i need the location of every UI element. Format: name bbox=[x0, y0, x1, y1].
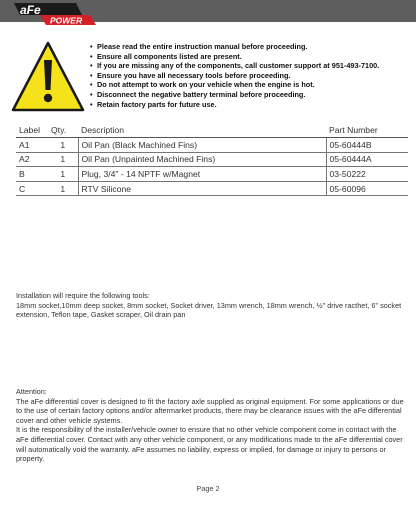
table-row bbox=[16, 152, 408, 167]
warning-item: • Ensure all components listed are present. bbox=[90, 52, 412, 62]
table-row bbox=[16, 181, 408, 196]
parts-table bbox=[16, 123, 408, 196]
cell-qty: 1 bbox=[48, 152, 78, 167]
cell-label: C bbox=[16, 181, 48, 196]
cell-part-number: 05-60096 bbox=[326, 181, 408, 196]
warning-item: • Ensure you have all necessary tools before proceeding. bbox=[90, 71, 412, 81]
table-row bbox=[16, 138, 408, 153]
warning-item: • Please read the entire instruction manual before proceeding. bbox=[90, 42, 412, 52]
cell-description: Plug, 3/4" - 14 NPTF w/Magnet bbox=[78, 167, 326, 182]
logo-graphic bbox=[12, 1, 102, 41]
warning-icon bbox=[10, 40, 86, 114]
header-part-number: Part Number bbox=[326, 123, 408, 138]
tools-section bbox=[16, 291, 410, 320]
header-label: Label bbox=[16, 123, 48, 138]
warning-item: • If you are missing any of the components, call customer support at 951-493-7100. bbox=[90, 61, 412, 71]
cell-part-number: 05-60444B bbox=[326, 138, 408, 153]
afe-power-logo bbox=[12, 1, 102, 41]
warning-item: • Retain factory parts for future use. bbox=[90, 100, 412, 110]
logo-primary-text: aFe bbox=[20, 3, 41, 17]
header-description: Description bbox=[78, 123, 326, 138]
cell-description: Oil Pan (Unpainted Machined Fins) bbox=[78, 152, 326, 167]
cell-part-number: 03-50222 bbox=[326, 167, 408, 182]
tools-intro: Installation will require the following tools: bbox=[16, 291, 150, 300]
tools-list: 18mm socket,10mm deep socket, 8mm socket, Socket driver, 13mm wrench, 18mm wrench, ½" drive racthet, 6" socket extension, Teflon tape, Gasket scraper, Oil drain pan bbox=[16, 300, 402, 320]
attention-heading: Attention: bbox=[16, 387, 47, 396]
cell-qty: 1 bbox=[48, 167, 78, 182]
cell-description: Oil Pan (Black Machined Fins) bbox=[78, 138, 326, 153]
header-qty: Qty. bbox=[48, 123, 78, 138]
attention-paragraph: The aFe differential cover is designed to fit the factory axle supplied as original equipment. For some applications or due to the use of certain factory options and/or aftermarket products, there may be clearance issues with the aFe differential cover and other vehicle systems. bbox=[16, 396, 404, 425]
table-row bbox=[16, 167, 408, 182]
page-number: Page 2 bbox=[196, 484, 220, 493]
cell-description: RTV Silicone bbox=[78, 181, 326, 196]
cell-qty: 1 bbox=[48, 138, 78, 153]
logo-secondary-text: POWER bbox=[50, 15, 83, 26]
parts-table-header-row bbox=[16, 123, 408, 138]
attention-paragraph: It is the responsibility of the installer/vehicle owner to ensure that no other vehicle component come in contact with the aFe differential cover. Contact with any other vehicle component, or any modifications made to the aFe differential cover will automatically void the warranty. aFe assumes no liability, express or implied, for damage or injury to persons or property. bbox=[16, 425, 403, 464]
cell-qty: 1 bbox=[48, 181, 78, 196]
warning-list bbox=[90, 42, 412, 109]
cell-label: A2 bbox=[16, 152, 48, 167]
cell-part-number: 05-60444A bbox=[326, 152, 408, 167]
cell-label: A1 bbox=[16, 138, 48, 153]
warning-item: • Disconnect the negative battery terminal before proceeding. bbox=[90, 90, 412, 100]
cell-label: B bbox=[16, 167, 48, 182]
warning-item: • Do not attempt to work on your vehicle when the engine is hot. bbox=[90, 80, 412, 90]
attention-section bbox=[16, 387, 410, 464]
